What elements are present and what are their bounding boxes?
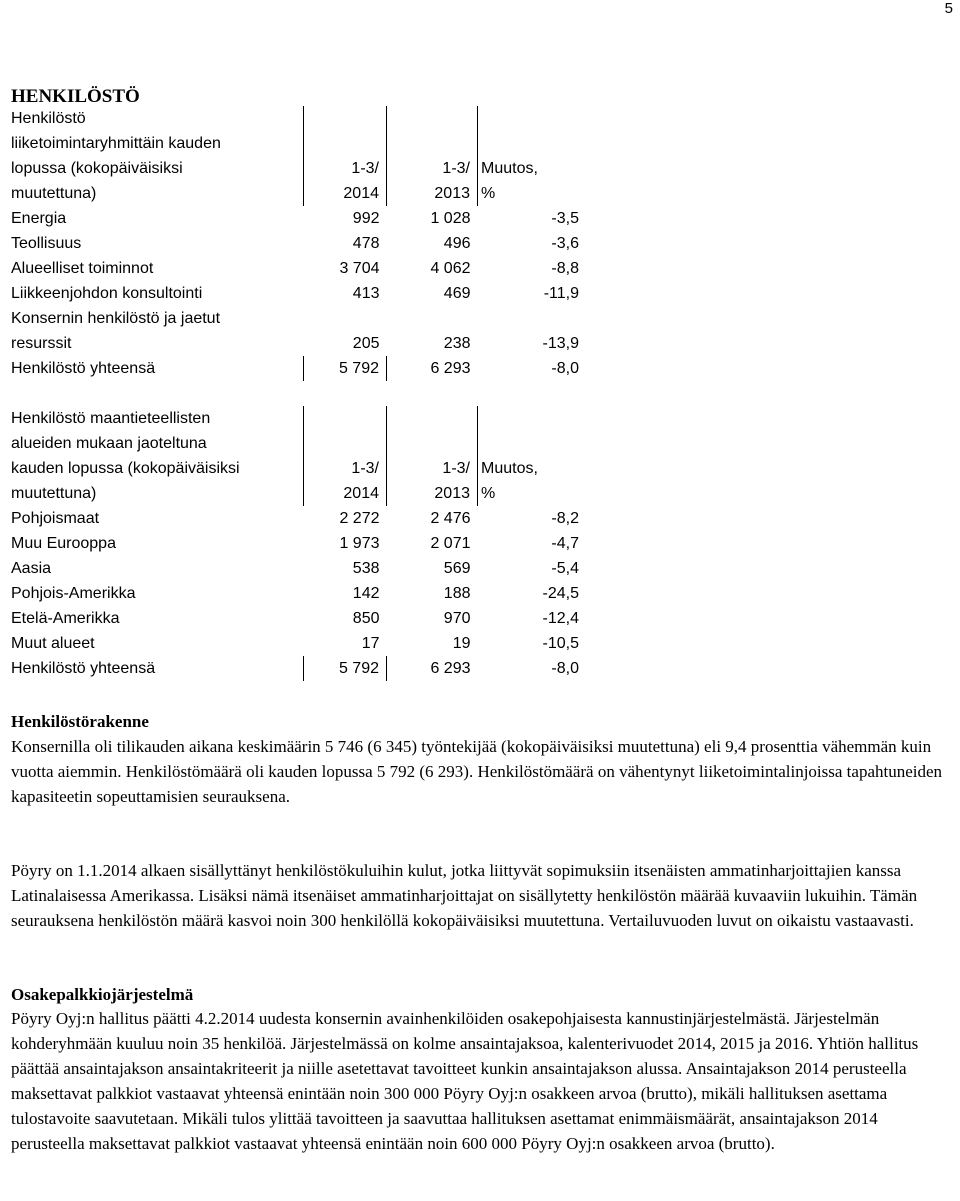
total-change: -8,0 bbox=[551, 660, 579, 677]
value-2014: 3 704 bbox=[339, 260, 380, 277]
value-2013: 970 bbox=[443, 610, 471, 627]
total-2014: 5 792 bbox=[304, 656, 387, 681]
table2-header-line-3: kauden lopussa (kokopäiväisiksi bbox=[11, 460, 240, 477]
table1-col-change-line-2: % bbox=[478, 181, 582, 206]
section-heading-staff-structure: Henkilöstörakenne bbox=[11, 712, 149, 731]
table1-col-2014-line-1: 1-3/ bbox=[304, 156, 387, 181]
table-row bbox=[11, 531, 581, 556]
total-label: Henkilöstö yhteensä bbox=[11, 360, 156, 377]
value-change: -11,9 bbox=[543, 285, 579, 302]
value-change: -3,6 bbox=[551, 235, 579, 252]
row-label: Energia bbox=[11, 210, 67, 227]
value-change: -10,5 bbox=[542, 635, 579, 652]
table-row bbox=[11, 581, 581, 606]
table2-header-line-4: muutettuna) bbox=[11, 485, 97, 502]
table-row bbox=[11, 306, 581, 331]
total-label: Henkilöstö yhteensä bbox=[11, 660, 156, 677]
table1-header-line-4: muutettuna) bbox=[11, 185, 97, 202]
row-label: Muu Eurooppa bbox=[11, 535, 116, 552]
staff-by-business-group-table bbox=[11, 106, 581, 381]
value-change: -24,5 bbox=[542, 585, 579, 602]
value-2014: 142 bbox=[352, 585, 380, 602]
value-2013: 4 062 bbox=[430, 260, 471, 277]
row-label: Muut alueet bbox=[11, 635, 95, 652]
table2-header-line-2: alueiden mukaan jaoteltuna bbox=[11, 435, 207, 452]
value-2013: 2 476 bbox=[430, 510, 471, 527]
value-2013: 469 bbox=[443, 285, 471, 302]
value-2014: 538 bbox=[352, 560, 380, 577]
table2-col-2014-line-1: 1-3/ bbox=[304, 456, 387, 481]
table-row bbox=[11, 281, 581, 306]
total-2013: 6 293 bbox=[387, 656, 478, 681]
value-change: -3,5 bbox=[551, 210, 579, 227]
row-label-line-1: Konsernin henkilöstö ja jaetut bbox=[11, 310, 221, 327]
row-label: Pohjoismaat bbox=[11, 510, 100, 527]
table2-col-2014-line-2: 2014 bbox=[304, 481, 387, 506]
row-label: Teollisuus bbox=[11, 235, 82, 252]
section-heading-share-incentive: Osakepalkkiojärjestelmä bbox=[11, 985, 194, 1004]
value-2014: 413 bbox=[352, 285, 380, 302]
row-label: Pohjois-Amerikka bbox=[11, 585, 136, 602]
row-label: Alueelliset toiminnot bbox=[11, 260, 154, 277]
row-label: Aasia bbox=[11, 560, 52, 577]
table1-col-2014-line-2: 2014 bbox=[304, 181, 387, 206]
value-2013: 1 028 bbox=[430, 210, 471, 227]
value-2014: 478 bbox=[352, 235, 380, 252]
table1-col-change-line-1: Muutos, bbox=[478, 156, 582, 181]
value-2014: 2 272 bbox=[339, 510, 380, 527]
page-number: 5 bbox=[944, 0, 953, 17]
table-row bbox=[11, 331, 581, 356]
table-row bbox=[11, 231, 581, 256]
table2-col-2013-line-2: 2013 bbox=[387, 481, 478, 506]
value-change: -8,2 bbox=[551, 510, 579, 527]
table-row bbox=[11, 256, 581, 281]
value-change: -4,7 bbox=[551, 535, 579, 552]
share-incentive-paragraph: Pöyry Oyj:n hallitus päätti 4.2.2014 uudesta konsernin avainhenkilöiden osakepohjaisesta kannustinjärjestelmästä. Järjestelmän kohderyhmään kuuluu noin 35 henkilöä. Järjestelmässä on kolme ansaintajaksoa, kalenterivuodet 2014, 2015 ja 2016. Yhtiön hallitus päättää ansaintajakson ansaintakriteerit ja niille asetettavat tavoitteet kunkin ansaintajakson alussa. Ansaintajakson 2014 perusteella maksettavat palkkiot vastaavat yhteensä enintään noin 300 000 Pöyry Oyj:n osakkeen arvoa (brutto), mikäli hallituksen asettama tulostavoite saavutetaan. Mikäli tulos ylittää tavoitteen ja saavuttaa hallituksen asettamat enimmäismäärät, ansaintajakson 2014 perusteella maksettavat palkkiot vastaavat yhteensä enintään noin 600 000 Pöyry Oyj:n osakkeen arvoa (brutto). bbox=[11, 1009, 919, 1153]
table-total-row bbox=[11, 656, 581, 681]
staff-structure-paragraph-1: Konsernilla oli tilikauden aikana keskimäärin 5 746 (6 345) työntekijää (kokopäiväisiksi muutettuna) eli 9,4 prosenttia vähemmän kuin vuotta aiemmin. Henkilöstömäärä oli kauden lopussa 5 792 (6 293). Henkilöstömäärä on vähentynyt liiketoimintalinjoissa tapahtuneiden kapasiteetin sopeuttamisien seurauksena. bbox=[11, 737, 943, 806]
value-2014: 850 bbox=[352, 610, 380, 627]
page-title: HENKILÖSTÖ bbox=[11, 86, 140, 107]
value-2014: 17 bbox=[361, 635, 380, 652]
value-change: -12,4 bbox=[542, 610, 579, 627]
table-total-row bbox=[11, 356, 581, 381]
total-change: -8,0 bbox=[551, 360, 579, 377]
value-change: -13,9 bbox=[542, 335, 579, 352]
table2-col-2013-line-1: 1-3/ bbox=[387, 456, 478, 481]
table2-header-line-1: Henkilöstö maantieteellisten bbox=[11, 410, 211, 427]
table1-col-2013-line-2: 2013 bbox=[387, 181, 478, 206]
value-2014: 1 973 bbox=[339, 535, 380, 552]
staff-by-region-table bbox=[11, 406, 581, 681]
row-label: Etelä-Amerikka bbox=[11, 610, 120, 627]
value-2013: 496 bbox=[443, 235, 471, 252]
row-label: Liikkeenjohdon konsultointi bbox=[11, 285, 203, 302]
table1-header-line-3: lopussa (kokopäiväisiksi bbox=[11, 160, 183, 177]
value-2013: 19 bbox=[452, 635, 471, 652]
value-2013: 569 bbox=[443, 560, 471, 577]
table-row bbox=[11, 506, 581, 531]
value-change: -8,8 bbox=[551, 260, 579, 277]
value-2014: 205 bbox=[352, 335, 380, 352]
table-row bbox=[11, 631, 581, 656]
value-change: -5,4 bbox=[551, 560, 579, 577]
table1-header-line-1: Henkilöstö bbox=[11, 110, 86, 127]
row-label-line-2: resurssit bbox=[11, 335, 72, 352]
staff-structure-paragraph-2: Pöyry on 1.1.2014 alkaen sisällyttänyt henkilöstökuluihin kulut, jotka liittyvät sopimuksiin itsenäisten ammatinharjoittajien kanssa Latinalaisessa Amerikassa. Lisäksi nämä itsenäiset ammatinharjoittajat on sisällytetty henkilöstön määrää kuvaaviin lukuihin. Tämän seurauksena henkilöstön määrä kasvoi noin 300 henkilöllä kokopäiväisiksi muutettuna. Vertailuvuoden luvut on oikaistu vastaavasti. bbox=[11, 861, 918, 930]
table2-col-change-line-2: % bbox=[478, 481, 582, 506]
table-row bbox=[11, 606, 581, 631]
table1-header-line-2: liiketoimintaryhmittäin kauden bbox=[11, 135, 221, 152]
table2-col-change-line-1: Muutos, bbox=[478, 456, 582, 481]
total-2013: 6 293 bbox=[387, 356, 478, 381]
total-2014: 5 792 bbox=[304, 356, 387, 381]
value-2013: 238 bbox=[443, 335, 471, 352]
value-2014: 992 bbox=[352, 210, 380, 227]
value-2013: 188 bbox=[443, 585, 471, 602]
value-2013: 2 071 bbox=[430, 535, 471, 552]
table-row bbox=[11, 556, 581, 581]
table1-col-2013-line-1: 1-3/ bbox=[387, 156, 478, 181]
table-row bbox=[11, 206, 581, 231]
